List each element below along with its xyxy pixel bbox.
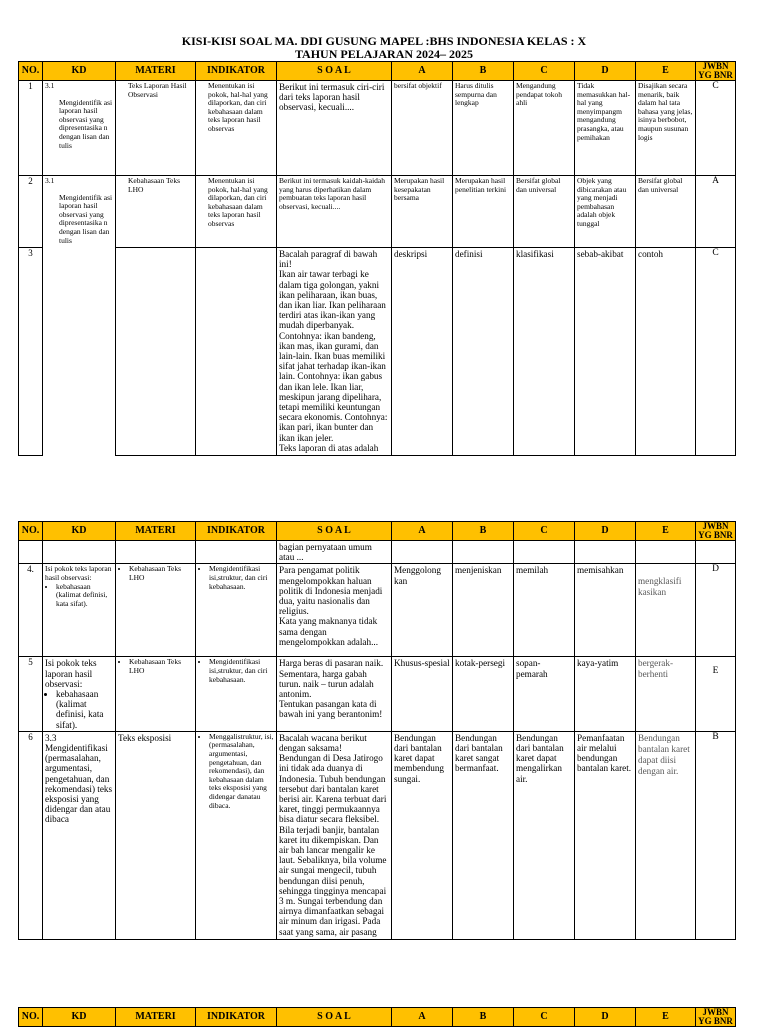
kd-text: Mengidentifikasi (permasalahan, argumentasi, pengetahuan, dan rekomendasi) teks eksposisi yang didengar dan atau dibaca xyxy=(45,743,113,825)
header-d: D xyxy=(575,1008,636,1027)
option-b: definisi xyxy=(453,248,514,456)
kisi-kisi-table-page-2 xyxy=(18,521,736,940)
option-d: kaya-yatim xyxy=(575,657,636,731)
indikator-bullet: • Mengidentifikasi isi,struktur, dan ciri kebahasaan. xyxy=(209,565,274,591)
answer-key: D xyxy=(696,564,736,657)
header-b: B xyxy=(453,1008,514,1027)
materi-cell xyxy=(116,248,196,456)
row-number: 5 xyxy=(19,657,43,731)
header-e: E xyxy=(636,62,696,81)
option-e: mengklasifi kasikan xyxy=(636,564,696,657)
header-a: A xyxy=(392,62,453,81)
option-e: Bendungan bantalan karet dapat diisi dengan air. xyxy=(636,731,696,939)
soal-cell: Berikut ini termasuk kaidah-kaidah yang harus diperhatikan dalam pembuatan teks laporan hasil observasi, kecuali.... xyxy=(277,176,392,248)
kd-code: 3.1 xyxy=(45,176,55,185)
header-indikator: INDIKATOR xyxy=(196,62,277,81)
table-row xyxy=(19,657,736,731)
indikator-cell xyxy=(196,248,277,456)
materi-cell xyxy=(116,657,196,731)
table-row xyxy=(19,248,736,456)
answer-key: A xyxy=(696,176,736,248)
indikator-cell: Menentukan isi pokok, hal-hal yang dilaporkan, dan ciri kebahasaan dalam teks laporan hasil observas xyxy=(196,81,277,176)
materi-cell: Teks eksposisi xyxy=(116,731,196,939)
soal-cell: Bacalah wacana berikut dengan saksama! Bendungan di Desa Jatirogo ini tidak ada duanya di Indonesia. Tubuh bendungan tersebut dari bantalan karet berisi air. Karena terbuat dari karet, tinggi permukaannya bisa diatur secara fleksibel. Bila terjadi banjir, bantalan karet itu dikempiskan. Dan air bah lancar mengalir ke laut. Sebaliknya, bila volume air sungai mengecil, tubuh bendungan diisi penuh, sehingga tingginya mencapai 3 m. Sungai terbendung dan airnya dimanfaatkan sebagai air minum dan irigasi. Pada saat yang sama, air pasang xyxy=(277,731,392,939)
header-jawaban: JWBN YG BNR xyxy=(696,1008,736,1027)
option-b: Merupakan hasil penelitian terkini xyxy=(453,176,514,248)
option-e: Bersifat global dan universal xyxy=(636,176,696,248)
header-e: E xyxy=(636,522,696,541)
header-materi: MATERI xyxy=(116,62,196,81)
option-d: memisahkan xyxy=(575,564,636,657)
option-a: Merupakan hasil kesepakatan bersama xyxy=(392,176,453,248)
materi-bullet: • Kebahasaan Teks LHO xyxy=(129,658,193,675)
header-kd: KD xyxy=(43,522,116,541)
row-number: 4. xyxy=(19,564,43,657)
option-a: Khusus-spesial xyxy=(392,657,453,731)
kd-text: Mengidentifik asi laporan hasil observasi yang dipresentasika n dengan lisan dan tulis xyxy=(59,192,113,245)
option-c: sopan-pemarah xyxy=(514,657,575,731)
option-b: kotak-persegi xyxy=(453,657,514,731)
materi-cell xyxy=(116,564,196,657)
document-title: KISI-KISI SOAL MA. DDI GUSUNG MAPEL :BHS INDONESIA KELAS : X xyxy=(181,34,587,48)
header-d: D xyxy=(575,62,636,81)
indikator-cell xyxy=(196,731,277,939)
kisi-kisi-table-page-1 xyxy=(18,61,736,456)
header-materi: MATERI xyxy=(116,522,196,541)
header-kd: KD xyxy=(43,62,116,81)
option-d: Tidak memasukkan hal-hal yang menyimpangm mengandung prasangka, atau pemihakan xyxy=(575,81,636,176)
soal-cell: bagian pernyataan umum atau ... xyxy=(277,541,392,564)
header-d: D xyxy=(575,522,636,541)
kd-bullet: • kebahasaan (kalimat definisi, kata sifat). xyxy=(56,583,113,609)
kd-text: Isi pokok teks laporan hasil observasi: xyxy=(45,564,112,582)
materi-cell: Teks Laporan Hasil Observasi xyxy=(116,81,196,176)
indikator-cell: Menentukan isi pokok, hal-hal yang dilaporkan, dan ciri kebahasaan dalam teks laporan hasil observas xyxy=(196,176,277,248)
answer-key: C xyxy=(696,248,736,456)
kisi-kisi-table-page-3 xyxy=(18,1007,736,1027)
header-c: C xyxy=(514,62,575,81)
indikator-cell xyxy=(196,657,277,731)
header-no: NO. xyxy=(19,522,43,541)
option-a: Bendungan dari bantalan karet dapat membendung sungai. xyxy=(392,731,453,939)
option-b: Bendungan dari bantalan karet sangat bermanfaat. xyxy=(453,731,514,939)
kd-cell xyxy=(43,731,116,939)
soal-cell: Harga beras di pasaran naik. Sementara, harga gabah turun. naik – turun adalah antonim. Tentukan pasangan kata di bawah ini yang berantonim! xyxy=(277,657,392,731)
header-soal: S O A L xyxy=(277,522,392,541)
option-e: bergerak-berhenti xyxy=(636,657,696,731)
kd-bullet: • kebahasaan (kalimat definisi, kata sifat). xyxy=(56,689,113,730)
indikator-bullet: • Mengidentifikasi isi,struktur, dan ciri kebahasaan. xyxy=(209,658,274,684)
header-a: A xyxy=(392,1008,453,1027)
row-number: 6 xyxy=(19,731,43,939)
indikator-cell xyxy=(196,564,277,657)
option-c: klasifikasi xyxy=(514,248,575,456)
option-d: sebab-akibat xyxy=(575,248,636,456)
header-c: C xyxy=(514,522,575,541)
materi-cell: Kebahasaan Teks LHO xyxy=(116,176,196,248)
kd-cell xyxy=(43,564,116,657)
option-a: Menggolong kan xyxy=(392,564,453,657)
row-number: 3 xyxy=(19,248,43,456)
option-d: Pemanfaatan air melalui bendungan bantalan karet. xyxy=(575,731,636,939)
header-indikator: INDIKATOR xyxy=(196,1008,277,1027)
header-soal: S O A L xyxy=(277,62,392,81)
kd-text: Mengidentifik asi laporan hasil observasi yang dipresentasika n dengan lisan dan tulis xyxy=(59,97,113,150)
header-b: B xyxy=(453,62,514,81)
header-jawaban: JWBN YG BNR xyxy=(696,522,736,541)
table-row xyxy=(19,176,736,248)
header-e: E xyxy=(636,1008,696,1027)
row-number: 2 xyxy=(19,176,43,248)
kd-code: 3.3 xyxy=(45,732,57,743)
option-a: deskripsi xyxy=(392,248,453,456)
option-c: Bersifat global dan universal xyxy=(514,176,575,248)
table-row xyxy=(19,541,736,564)
option-c: memilah xyxy=(514,564,575,657)
document-subtitle: TAHUN PELAJARAN 2024– 2025 xyxy=(294,47,474,61)
answer-key: C xyxy=(696,81,736,176)
soal-cell: Berikut ini termasuk ciri-ciri dari teks laporan hasil observasi, kecuali.... xyxy=(277,81,392,176)
header-soal: S O A L xyxy=(277,1008,392,1027)
header-c: C xyxy=(514,1008,575,1027)
kd-text: Isi pokok teks laporan hasil observasi: xyxy=(45,658,97,689)
indikator-bullet: • Menggalistruktur, isi,(permasalahan, argumentasi, pengetahuan, dan rekomendasi), dan kebahasaan dalam teks eksposisi yang didengar danatau dibaca. xyxy=(209,733,274,810)
header-kd: KD xyxy=(43,1008,116,1027)
option-b: Harus ditulis sempurna dan lengkap xyxy=(453,81,514,176)
option-b: menjeniskan xyxy=(453,564,514,657)
soal-cell: Para pengamat politik mengelompokkan haluan politik di Indonesia menjadi dua, yaitu nasionalis dan religius. Kata yang maknanya tidak sama dengan mengelompokkan adalah... xyxy=(277,564,392,657)
option-c: Bendungan dari bantalan karet dapat mengalirkan air. xyxy=(514,731,575,939)
header-no: NO. xyxy=(19,1008,43,1027)
kd-cell xyxy=(43,657,116,731)
row-number: 1 xyxy=(19,81,43,176)
table-row xyxy=(19,81,736,176)
option-c: Mengandung pendapat tokoh ahli xyxy=(514,81,575,176)
header-jawaban: JWBN YG BNR xyxy=(696,62,736,81)
header-materi: MATERI xyxy=(116,1008,196,1027)
header-no: NO. xyxy=(19,62,43,81)
materi-bullet: • Kebahasaan Teks LHO xyxy=(129,565,193,582)
answer-key: B xyxy=(696,731,736,939)
option-e: contoh xyxy=(636,248,696,456)
table-row xyxy=(19,731,736,939)
table-row xyxy=(19,564,736,657)
option-e: Disajikan secara menarik, baik dalam hal tata bahasa yang jelas, isinya berbobot, maupun susunan logis xyxy=(636,81,696,176)
option-d: Objek yang dibicarakan atau yang menjadi pembahasan adalah objek tunggal xyxy=(575,176,636,248)
kd-cell xyxy=(43,81,116,176)
header-b: B xyxy=(453,522,514,541)
soal-cell: Bacalah paragraf di bawah ini! Ikan air tawar terbagi ke dalam tiga golongan, yakni ikan peliharaan, ikan buas, dan ikan liar. Ikan peliharaan terdiri atas ikan-ikan yang mudah diperbanyak. Contohnya: ikan bandeng, ikan mas, ikan gurami, dan lain-lain. Ikan buas memiliki sifat jahat terhadap ikan-ikan lain. Contohnya: ikan gabus dan ikan lele. Ikan liar, meskipun jarang dipelihara, tetapi memiliki keuntungan secara ekonomis. Contohnya: ikan pari, ikan bunter dan ikan ikan jeler. Teks laporan di atas adalah xyxy=(277,248,392,456)
kd-code: 3.1 xyxy=(45,81,55,90)
header-indikator: INDIKATOR xyxy=(196,522,277,541)
kd-cell xyxy=(43,176,116,456)
option-a: bersifat objektif xyxy=(392,81,453,176)
answer-key: E xyxy=(696,657,736,731)
header-a: A xyxy=(392,522,453,541)
